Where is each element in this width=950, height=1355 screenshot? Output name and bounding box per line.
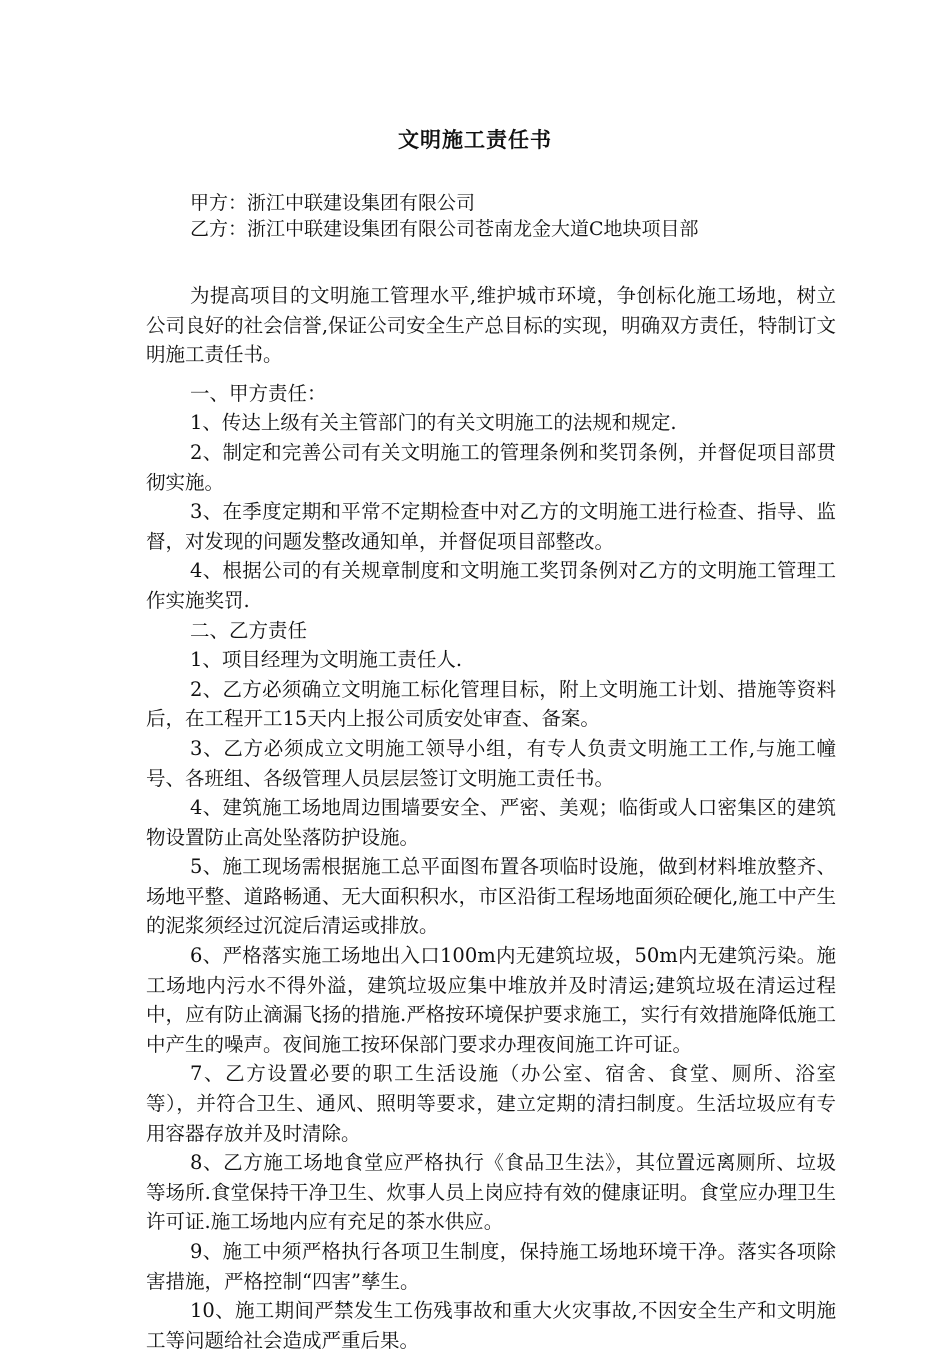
party-b-item-4: 4、建筑施工场地周边围墙要安全、严密、美观；临街或人口密集区的建筑物设置防止高处坠落防护设施。 [146, 796, 836, 849]
party-a-line: 甲方：浙江中联建设集团有限公司 [190, 192, 476, 214]
party-a-item-3: 3、在季度定期和平常不定期检查中对乙方的文明施工进行检查、指导、监督，对发现的问题发整改通知单，并督促项目部整改。 [146, 500, 836, 553]
section-b-heading: 二、乙方责任 [190, 618, 308, 642]
party-b-item-10: 10、施工期间严禁发生工伤残事故和重大火灾事故,不因安全生产和文明施工等问题给社会造成严重后果。 [146, 1299, 836, 1352]
section-a-heading: 一、甲方责任： [190, 381, 327, 405]
party-b-item-1: 1、项目经理为文明施工责任人. [190, 648, 463, 672]
party-b-item-9: 9、施工中须严格执行各项卫生制度，保持施工场地环境干净。落实各项除害措施，严格控制“四害”孳生。 [146, 1240, 836, 1293]
party-b-item-3: 3、乙方必须成立文明施工领导小组，有专人负责文明施工工作,与施工幢号、各班组、各级管理人员层层签订文明施工责任书。 [146, 736, 836, 790]
party-b-item-5: 5、施工现场需根据施工总平面图布置各项临时设施，做到材料堆放整齐、场地平整、道路畅通、无大面积积水，市区沿街工程场地面须砼硬化,施工中产生的泥浆须经过沉淀后清运或排放。 [146, 855, 836, 938]
party-b-item-8: 8、乙方施工场地食堂应严格执行《食品卫生法》，其位置远离厕所、垃圾等场所.食堂保持干净卫生、炊事人员上岗应持有效的健康证明。食堂应办理卫生许可证.施工场地内应有充足的茶水供应。 [146, 1151, 836, 1234]
party-b-item-6: 6、严格落实施工场地出入口100m内无建筑垃圾，50m内无建筑污染。施工场地内污水不得外溢，建筑垃圾应集中堆放并及时清运;建筑垃圾在清运过程中，应有防止滴漏飞扬的措施.严格按环境保护要求施工，实行有效措施降低施工中产生的噪声。夜间施工按环保部门要求办理夜间施工许可证。 [146, 944, 836, 1056]
party-a-item-1: 1、传达上级有关主管部门的有关文明施工的法规和规定. [190, 411, 677, 435]
party-a-item-2: 2、制定和完善公司有关文明施工的管理条例和奖罚条例，并督促项目部贯彻实施。 [146, 440, 836, 494]
party-b-line: 乙方：浙江中联建设集团有限公司苍南龙金大道C地块项目部 [190, 218, 699, 240]
party-b-item-2: 2、乙方必须确立文明施工标化管理目标，附上文明施工计划、措施等资料后，在工程开工15天内上报公司质安处审查、备案。 [146, 677, 836, 731]
intro-paragraph: 为提高项目的文明施工管理水平,维护城市环境，争创标化施工场地，树立公司良好的社会信誉,保证公司安全生产总目标的实现，明确双方责任，特制订文明施工责任书。 [146, 284, 836, 367]
party-b-item-7: 7、乙方设置必要的职工生活设施（办公室、宿舍、食堂、厕所、浴室等），并符合卫生、通风、照明等要求，建立定期的清扫制度。生活垃圾应有专用容器存放并及时清除。 [146, 1062, 836, 1145]
document-body [146, 281, 836, 1355]
party-a-item-4: 4、根据公司的有关规章制度和文明施工奖罚条例对乙方的文明施工管理工作实施奖罚. [146, 559, 836, 612]
document-title: 文明施工责任书 [398, 127, 552, 152]
